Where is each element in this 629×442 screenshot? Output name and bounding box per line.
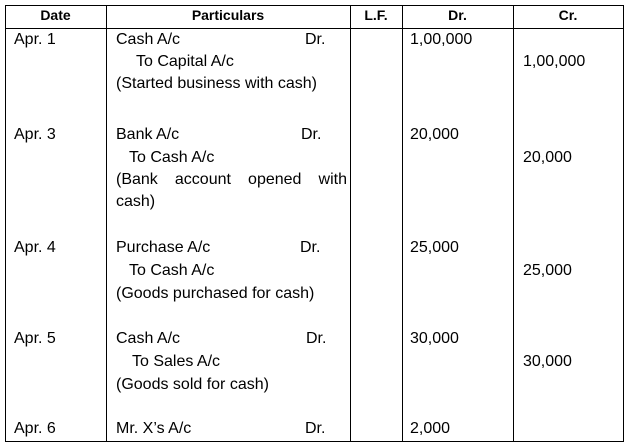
column-divider-lf (402, 5, 403, 442)
header-cr: Cr. (558, 7, 578, 23)
debit-account: Mr. X’s A/c (116, 420, 192, 437)
credit-account: To Sales A/c (132, 353, 221, 370)
dr-amount: 2,000 (410, 420, 451, 437)
entry-date: Apr. 1 (14, 31, 56, 48)
table-right-border (623, 5, 624, 442)
narration: (Bank account opened with (116, 171, 347, 188)
dr-amount: 25,000 (410, 239, 459, 256)
debit-account: Purchase A/c (116, 239, 211, 256)
header-dr: Dr. (448, 7, 467, 23)
narration-continued: cash) (116, 193, 156, 210)
narration: (Goods sold for cash) (116, 376, 269, 393)
header-lf: L.F. (364, 7, 388, 23)
table-left-border (5, 5, 6, 442)
dr-marker: Dr. (300, 239, 321, 256)
dr-marker: Dr. (305, 420, 326, 437)
entry-date: Apr. 4 (14, 239, 56, 256)
column-divider-particulars (350, 5, 351, 442)
column-divider-date (106, 5, 107, 442)
cr-amount: 25,000 (523, 262, 572, 279)
debit-account: Cash A/c (116, 31, 181, 48)
cr-amount: 20,000 (523, 149, 572, 166)
entry-date: Apr. 5 (14, 330, 56, 347)
journal-table (5, 5, 624, 442)
narration: (Goods purchased for cash) (116, 285, 315, 302)
header-particulars: Particulars (191, 7, 265, 23)
credit-account: To Cash A/c (129, 149, 215, 166)
dr-amount: 20,000 (410, 126, 459, 143)
cr-amount: 1,00,000 (523, 53, 586, 70)
dr-marker: Dr. (306, 330, 327, 347)
entry-date: Apr. 3 (14, 126, 56, 143)
debit-account: Cash A/c (116, 330, 181, 347)
table-top-border (5, 5, 624, 6)
cr-amount: 30,000 (523, 353, 572, 370)
dr-amount: 1,00,000 (410, 31, 473, 48)
narration: (Started business with cash) (116, 75, 317, 92)
dr-marker: Dr. (305, 31, 326, 48)
dr-marker: Dr. (301, 126, 322, 143)
credit-account: To Cash A/c (129, 262, 215, 279)
header-date: Date (40, 7, 71, 23)
credit-account: To Capital A/c (136, 53, 234, 70)
debit-account: Bank A/c (116, 126, 180, 143)
column-divider-dr (513, 5, 514, 442)
dr-amount: 30,000 (410, 330, 459, 347)
entry-date: Apr. 6 (14, 420, 56, 437)
